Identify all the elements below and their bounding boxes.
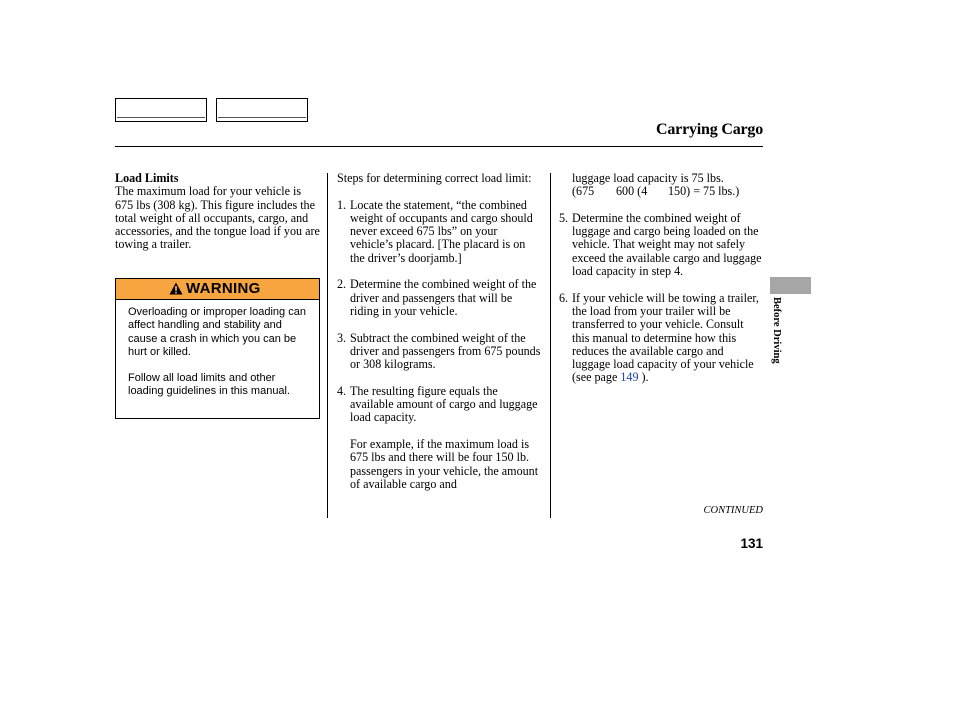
example-paragraph [337, 438, 542, 491]
step-number: 5. [559, 210, 569, 225]
column-divider [550, 173, 551, 518]
step-text-part: If your vehicle will be towing a trailer, the load from your trailer will be transferred to your vehicle. Consult this manual to determine how this reduces the available cargo and luggage load capacity of your vehicle (see page [572, 290, 759, 385]
column-load-limits [115, 172, 321, 252]
steps-intro: Steps for determining correct load limit: [337, 171, 532, 185]
step-text: Determine the combined weight of the driver and passengers that will be riding in your vehicle. [350, 277, 537, 318]
column-divider [327, 173, 328, 518]
page-number: 131 [740, 536, 763, 551]
formula-part: 600 (4 [616, 184, 648, 199]
nav-button-previous[interactable] [115, 98, 207, 122]
step-text: The resulting figure equals the available amount of cargo and luggage load capacity. [350, 383, 538, 425]
nav-button-next[interactable] [216, 98, 308, 122]
side-tab[interactable] [770, 277, 811, 294]
example-text: For example, if the maximum load is 675 lbs and there will be four 150 lb. passengers in your vehicle, the amount of available cargo and [350, 436, 539, 491]
continued-label: CONTINUED [703, 505, 763, 516]
list-item [337, 199, 542, 265]
step-text-part: ). [638, 370, 649, 385]
title-rule [115, 146, 763, 147]
column-steps [337, 172, 542, 491]
step-text [572, 291, 759, 385]
load-formula [559, 185, 764, 198]
formula-part: (675 [572, 184, 595, 199]
warning-label: WARNING [186, 280, 261, 297]
column-steps-continued [559, 172, 764, 385]
warning-header [116, 279, 319, 300]
continuation-text: luggage load capacity is 75 lbs. [572, 171, 724, 185]
list-item [337, 332, 542, 372]
formula-part: 150) = 75 lbs.) [668, 184, 740, 199]
step-text: Locate the statement, “the combined weight of occupants and cargo should never exceed 675 lbs” on your vehicle’s placard. [The placard is on the driver’s doorjamb.] [350, 197, 533, 265]
list-item [559, 292, 764, 385]
page-link[interactable]: 149 [620, 370, 639, 385]
list-item [559, 212, 764, 278]
step-text: Determine the combined weight of luggage and cargo being loaded on the vehicle. That weight may not safely exceed the available cargo and luggage load capacity in step 4. [572, 210, 762, 279]
warning-box [115, 278, 320, 419]
continuation-paragraph [559, 172, 764, 185]
page-title: Carrying Cargo [656, 121, 763, 138]
section-heading: Load Limits [115, 171, 179, 185]
warning-text: Follow all load limits and other loading guidelines in this manual. [128, 372, 291, 398]
warning-text: Overloading or improper loading can affect handling and stability and cause a crash in which you can be hurt or killed. [128, 306, 306, 359]
step-number: 3. [337, 330, 347, 345]
side-tab-label: Before Driving [771, 297, 782, 364]
step-number: 6. [559, 290, 569, 305]
load-limits-paragraph: The maximum load for your vehicle is 675 lbs (308 kg). This figure includes the total weight of all occupants, cargo, and accessories, and the tongue load if you are towing a trailer. [115, 184, 320, 252]
step-number: 1. [337, 197, 347, 212]
warning-triangle-icon [169, 282, 183, 300]
step-text: Subtract the combined weight of the driver and passengers from 675 pounds or 308 kilograms. [350, 330, 541, 372]
step-number: 2. [337, 277, 347, 292]
step-number: 4. [337, 383, 347, 398]
list-item [337, 278, 542, 318]
list-item [337, 385, 542, 425]
